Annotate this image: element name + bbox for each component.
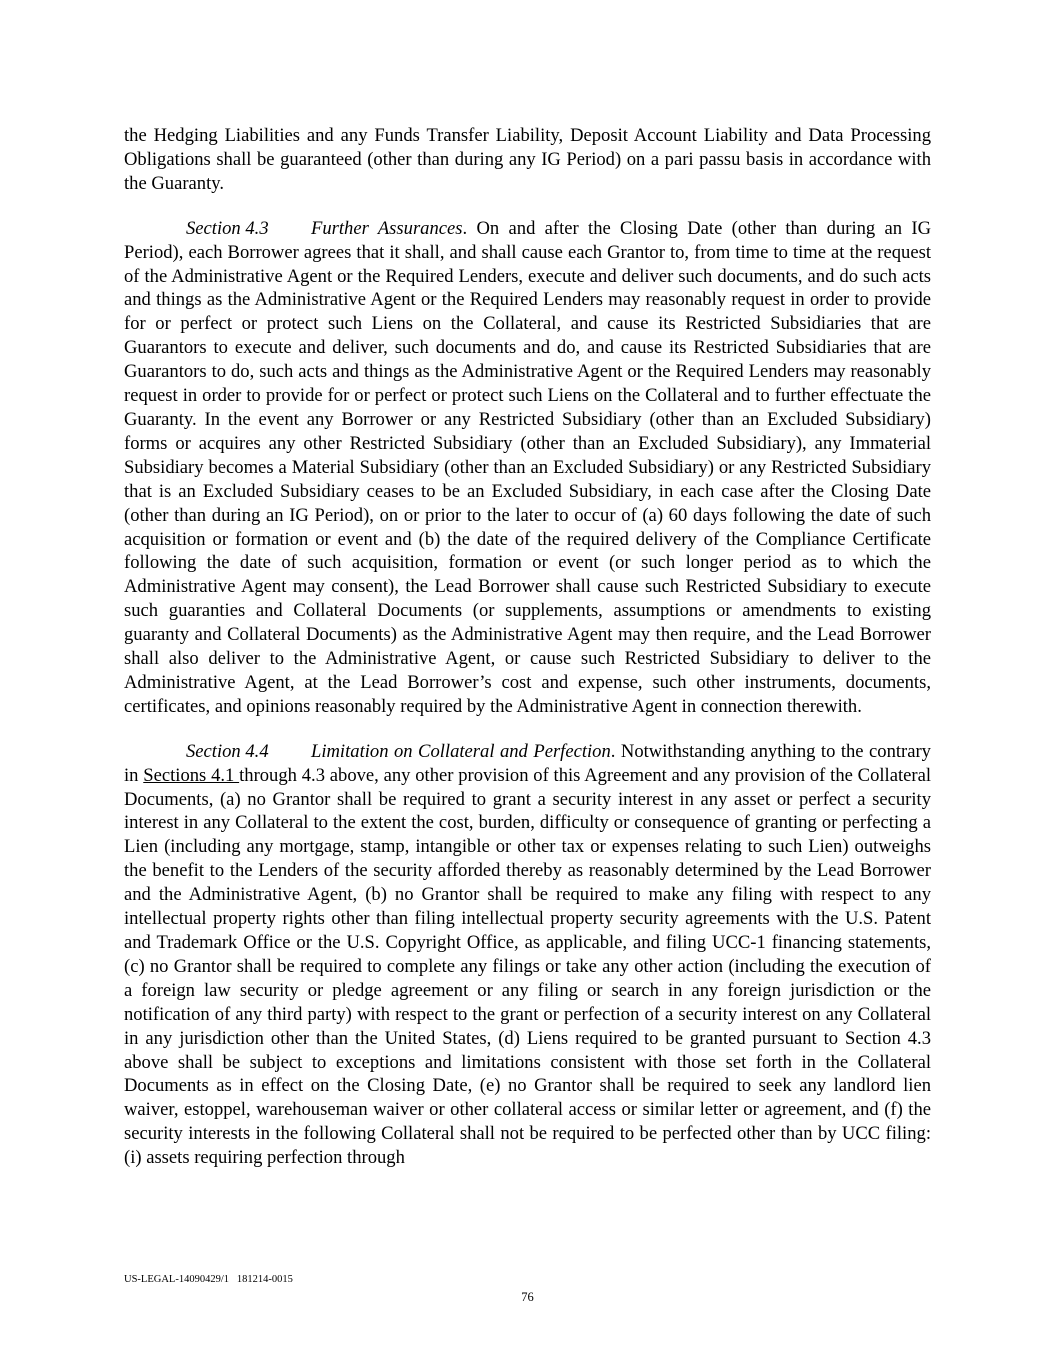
section-4-4-paragraph bbox=[124, 740, 931, 1170]
section-4-4-title: Limitation on Collateral and Perfection bbox=[311, 740, 611, 762]
sections-4-1-cross-reference: Sections 4.1 bbox=[143, 764, 240, 786]
section-4-3-title-punct: . bbox=[462, 217, 468, 239]
document-id-footer: US-LEGAL-14090429/1 181214-0015 bbox=[124, 1274, 293, 1285]
document-body bbox=[124, 124, 931, 1191]
continuation-paragraph: the Hedging Liabilities and any Funds Transfer Liability, Deposit Account Liability and Data Processing Obligations shall be guaranteed (other than during any IG Period) on a pari passu basis in accordance with the Guaranty. bbox=[124, 125, 931, 194]
section-4-3-body: On and after the Closing Date (other than during an IG Period), each Borrower agrees that it shall, and shall cause each Grantor to, from time to time at the request of the Administrative Agent or the Required Lenders, execute and deliver such documents, and do such acts and things as the Administrative Agent or the Required Lenders may reasonably request in order to provide for or perfect or protect such Liens on the Collateral, and cause its Restricted Subsidiaries that are Guarantors to execute and deliver, such documents and do, and cause its Restricted Subsidiaries that are Guarantors to do, such acts and things as the Administrative Agent or the Required Lenders may reasonably request in order to provide for or perfect or protect such Liens on the Collateral and to further effectuate the Guaranty. In the event any Borrower or any Restricted Subsidiary (other than an Excluded Subsidiary) forms or acquires any other Restricted Subsidiary (other than an Excluded Subsidiary), any Immaterial Subsidiary becomes a Material Subsidiary (other than an Excluded Subsidiary) or any Restricted Subsidiary that is an Excluded Subsidiary ceases to be an Excluded Subsidiary, in each case after the Closing Date (other than during an IG Period), on or prior to the later to occur of (a) 60 days following the date of such acquisition or formation or event and (b) the date of the required delivery of the Compliance Certificate following the date of such acquisition, formation or event (or such longer period as to which the Administrative Agent may consent), the Lead Borrower shall cause such Restricted Subsidiary to execute such guaranties and Collateral Documents (or supplements, assumptions or amendments to existing guaranty and Collateral Documents) as the Administrative Agent may then require, and the Lead Borrower shall also deliver to the Administrative Agent, or cause such Restricted Subsidiary to deliver to the Administrative Agent, at the Lead Borrower’s cost and expense, such other instruments, documents, certificates, and opinions reasonably required by the Administrative Agent in connection therewith. bbox=[124, 217, 931, 717]
section-4-4-body: through 4.3 above, any other provision of this Agreement and any provision of the Collateral Documents, (a) no Grantor shall be required to grant a security interest in any asset or perfect a security interest in any Collateral to the extent the cost, burden, difficulty or consequence of granting or perfecting a Lien (including any mortgage, stamp, intangible or other tax or expenses relating to such Lien) outweighs the benefit to the Lenders of the security afforded thereby as reasonably determined by the Lead Borrower and the Administrative Agent, (b) no Grantor shall be required to make any filing with respect to any intellectual property rights other than filing intellectual property security agreements with the U.S. Patent and Trademark Office or the U.S. Copyright Office, as applicable, and filing UCC-1 financing statements, (c) no Grantor shall be required to complete any filings or take any other action (including the execution of a foreign law security or pledge agreement or any filing or search in any foreign jurisdiction or the notification of any third party) with respect to the grant or perfection of a security interest on any Collateral in any jurisdiction other than the United States, (d) Liens required to be granted pursuant to Section 4.3 above shall be subject to exceptions and limitations consistent with those set forth in the Collateral Documents as in effect on the Closing Date, (e) no Grantor shall be required to seek any landlord lien waiver, estoppel, warehouseman waiver or other collateral access or similar letter or agreement, and (f) the security interests in the following Collateral shall not be required to be perfected other than by UCC filing: (i) assets requiring perfection through bbox=[124, 764, 931, 1169]
section-4-4-title-punct: . bbox=[610, 740, 616, 762]
page-number: 76 bbox=[521, 1290, 534, 1304]
section-4-3-number: Section 4.3 bbox=[186, 217, 269, 239]
section-4-3-title: Further Assurances bbox=[311, 217, 463, 239]
section-4-4-number: Section 4.4 bbox=[186, 740, 269, 762]
section-4-4-body-lead: Notwithstanding anything to the contrary in bbox=[124, 740, 931, 786]
section-4-3-paragraph bbox=[124, 217, 931, 719]
